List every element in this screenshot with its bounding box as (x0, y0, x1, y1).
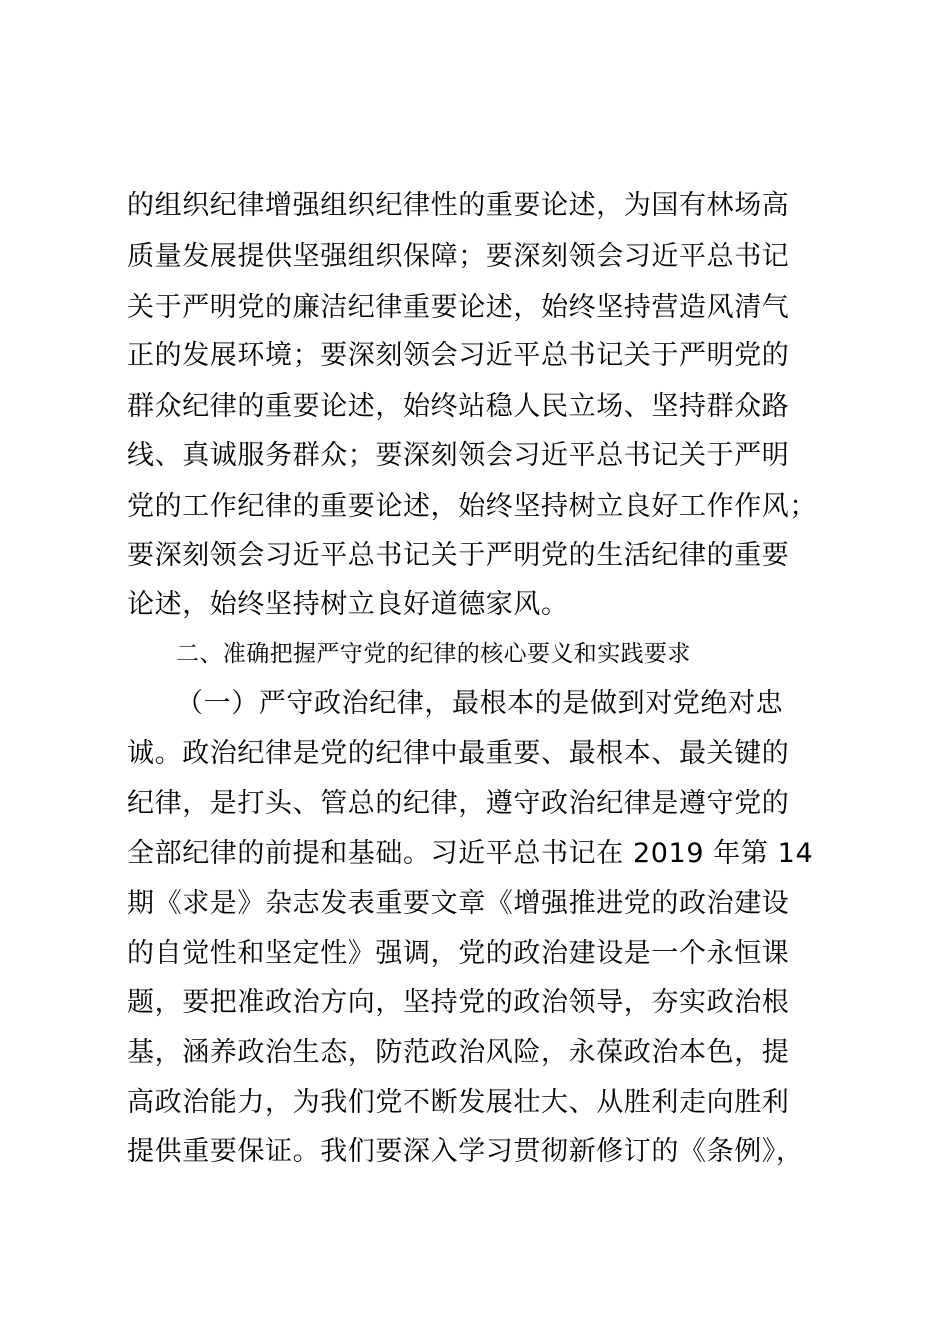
text-line: 基，涵养政治生态，防范政治风险，永葆政治本色，提 (127, 1037, 790, 1068)
text-line: 全部纪律的前提和基础。习近平总书记在 2019 年第 14 (127, 838, 814, 869)
text-line: 的组织纪律增强组织纪律性的重要论述，为国有林场高 (127, 190, 790, 221)
text-line: 群众纪律的重要论述，始终站稳人民立场、坚持群众路 (127, 391, 790, 422)
text-line: 题，要把准政治方向，坚持党的政治领导，夯实政治根 (127, 987, 790, 1018)
text-line: 正的发展环境；要深刻领会习近平总书记关于严明党的 (127, 340, 790, 371)
text-line: 纪律，是打头、管总的纪律，遵守政治纪律是遵守党的 (127, 788, 790, 819)
text-line: 高政治能力，为我们党不断发展壮大、从胜利走向胜利 (127, 1087, 790, 1118)
text-line: 期《求是》杂志发表重要文章《增强推进党的政治建设 (127, 888, 790, 919)
text-line: 关于严明党的廉洁纪律重要论述，始终坚持营造风清气 (127, 292, 790, 323)
text-line: （一）严守政治纪律，最根本的是做到对党绝对忠 (176, 688, 784, 719)
text-line: 要深刻领会习近平总书记关于严明党的生活纪律的重要 (127, 540, 790, 571)
text-line: 论述，始终坚持树立良好道德家风。 (127, 589, 569, 620)
text-line: 的自觉性和坚定性》强调，党的政治建设是一个永恒课 (127, 938, 790, 969)
text-line: 质量发展提供坚强组织保障；要深刻领会习近平总书记 (127, 241, 790, 272)
section-heading: 二、准确把握严守党的纪律的核心要义和实践要求 (176, 641, 691, 667)
text-line: 党的工作纪律的重要论述，始终坚持树立良好工作作风； (127, 491, 817, 522)
text-line: 提供重要保证。我们要深入学习贯彻新修订的《条例》， (127, 1136, 804, 1167)
text-line: 线、真诚服务群众；要深刻领会习近平总书记关于严明 (127, 440, 790, 471)
text-line: 诚。政治纪律是党的纪律中最重要、最根本、最关键的 (127, 738, 790, 769)
